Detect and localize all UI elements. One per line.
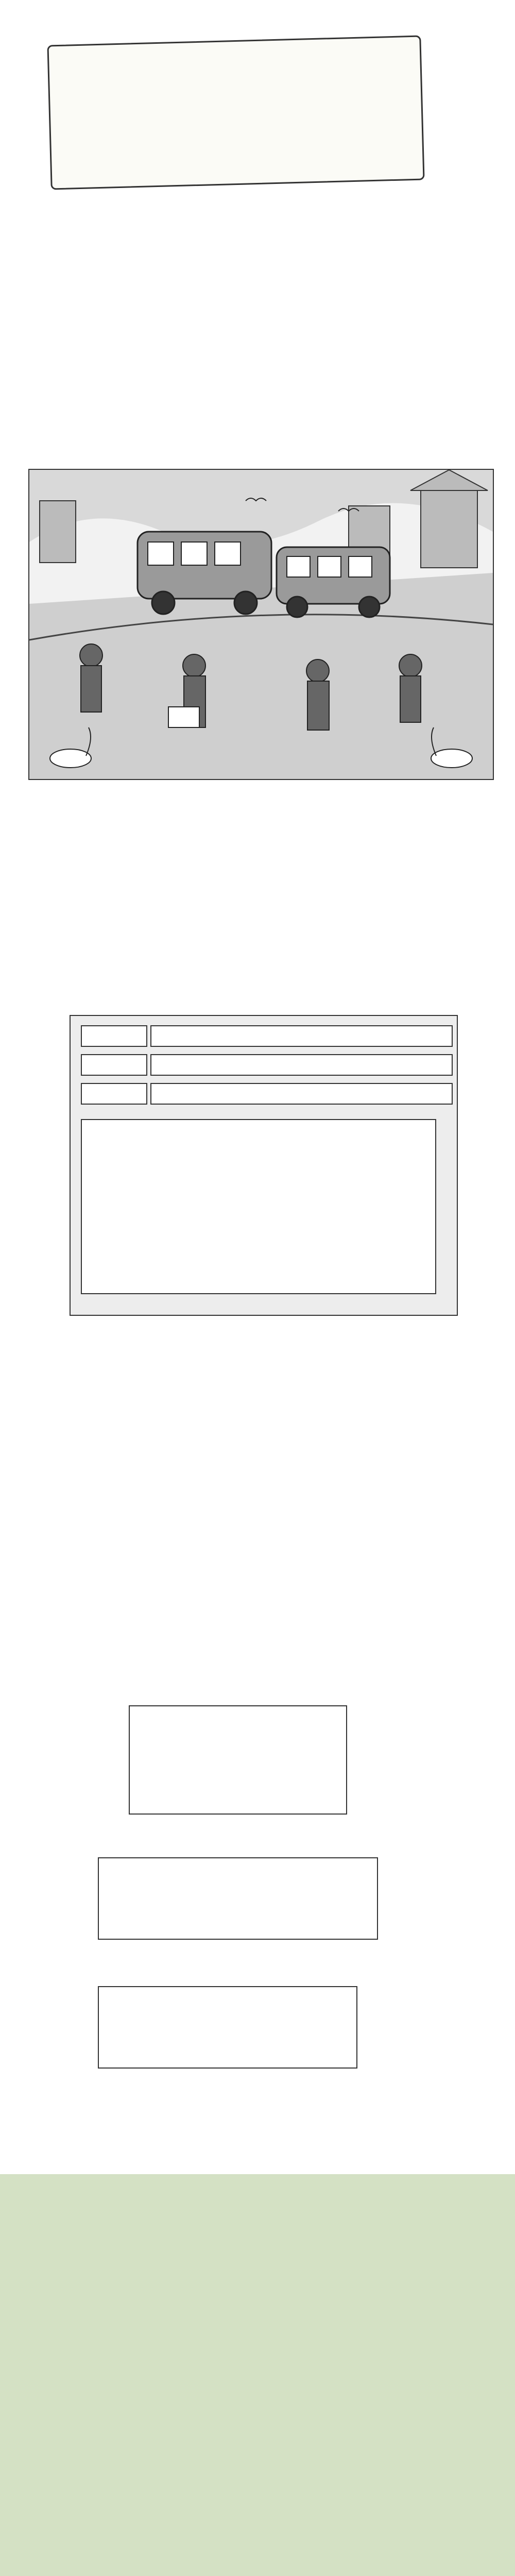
pronoun-chart [0, 2174, 515, 2576]
to-value [150, 1054, 453, 1076]
email-body [81, 1119, 436, 1294]
street-scene-illustration [29, 470, 493, 779]
from-label [81, 1025, 147, 1047]
to-label [81, 1054, 147, 1076]
email-card [70, 1015, 458, 1316]
from-value [150, 1025, 453, 1047]
phonics-box-e [98, 1857, 378, 1940]
street-picture [28, 469, 494, 780]
text-note [47, 36, 424, 190]
phonics-box-e2 [98, 1986, 357, 2069]
note-text [49, 37, 420, 61]
subject-label [81, 1083, 147, 1105]
subject-value [150, 1083, 453, 1105]
phonics-box-a [129, 1705, 347, 1815]
